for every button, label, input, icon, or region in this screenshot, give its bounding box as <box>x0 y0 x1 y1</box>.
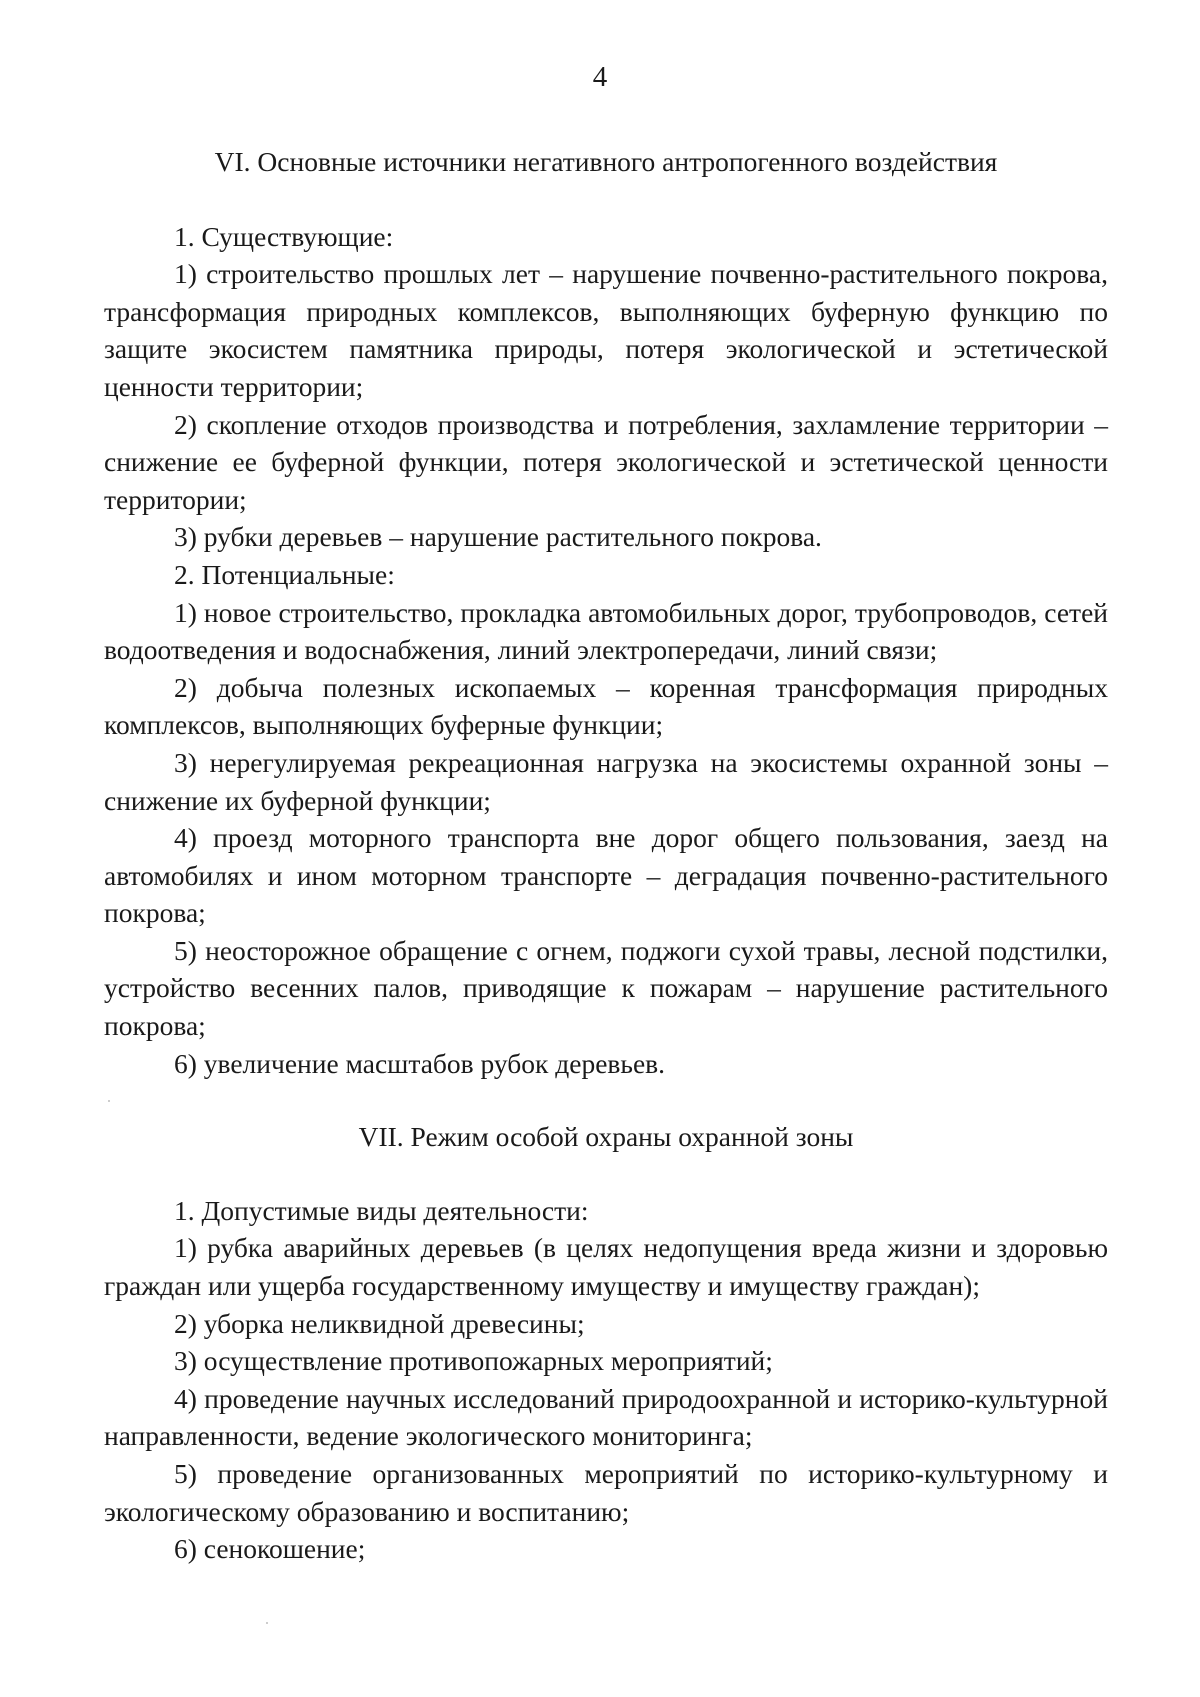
paragraph: 3) нерегулируемая рекреационная нагрузка на экосистемы охранной зоны – снижение их буферной функции; <box>104 746 1108 816</box>
section-7-body <box>104 1192 1108 1568</box>
paragraph: 5) проведение организованных мероприятий по историко-культурному и экологическому образованию и воспитанию; <box>104 1458 1108 1527</box>
paragraph: 1. Допустимые виды деятельности: <box>174 1194 589 1226</box>
page-number: 4 <box>592 61 608 93</box>
document-body <box>104 143 1108 1568</box>
paragraph: 5) неосторожное обращение с огнем, поджоги сухой травы, лесной подстилки, устройство весенних палов, приводящие к пожарам – нарушение растительного покрова; <box>104 934 1108 1042</box>
paragraph: 1. Существующие: <box>174 220 394 252</box>
paragraph: 3) осуществление противопожарных мероприятий; <box>174 1345 773 1377</box>
paragraph: 6) увеличение масштабов рубок деревьев. <box>174 1047 666 1079</box>
paragraph: 2) скопление отходов производства и потребления, захламление территории – снижение ее буферной функции, потеря экологической и эстетической ценности территории; <box>104 408 1108 515</box>
paragraph: 2) добыча полезных ископаемых – коренная трансформация природных комплексов, выполняющих буферные функции; <box>104 671 1108 741</box>
paragraph: 6) сенокошение; <box>174 1533 366 1565</box>
paragraph: 1) новое строительство, прокладка автомобильных дорог, трубопроводов, сетей водоотведения и водоснабжения, линий электропередачи, линий связи; <box>104 596 1108 666</box>
paragraph: 3) рубки деревьев – нарушение растительного покрова. <box>174 521 822 553</box>
scan-speck <box>108 1100 110 1102</box>
section-7-title: VII. Режим особой охраны охранной зоны <box>358 1121 854 1153</box>
paragraph: 2. Потенциальные: <box>174 558 395 590</box>
section-6-title: VI. Основные источники негативного антропогенного воздействия <box>214 146 998 177</box>
scan-speck <box>266 1622 268 1624</box>
paragraph: 1) строительство прошлых лет – нарушение почвенно-растительного покрова, трансформация природных комплексов, выполняющих буферную функцию по защите экосистем памятника природы, потеря экологической и эстетической ценности территории; <box>104 258 1108 402</box>
paragraph: 2) уборка неликвидной древесины; <box>174 1307 585 1339</box>
paragraph: 4) проезд моторного транспорта вне дорог общего пользования, заезд на автомобилях и ином моторном транспорте – деградация почвенно-растительного покрова; <box>104 822 1108 929</box>
section-6-body <box>104 218 1108 1083</box>
paragraph: 1) рубка аварийных деревьев (в целях недопущения вреда жизни и здоровью граждан или ущерба государственному имуществу и имуществу граждан); <box>104 1232 1108 1302</box>
paragraph: 4) проведение научных исследований природоохранной и историко-культурной направленности, ведение экологического мониторинга; <box>104 1382 1108 1452</box>
